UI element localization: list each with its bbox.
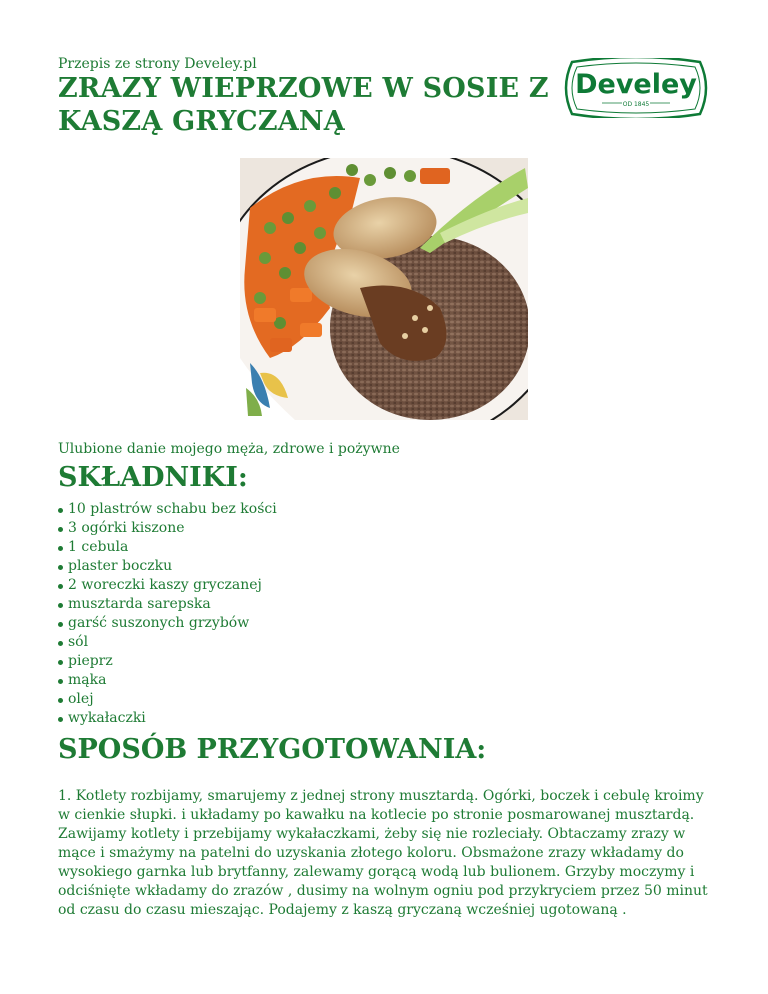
ingredients-heading: SKŁADNIKI: (58, 462, 248, 493)
logo-wordmark: Develey (575, 69, 697, 100)
bullet (58, 584, 63, 589)
bullet (58, 508, 63, 513)
ingredient-item: pieprz (58, 652, 277, 671)
bullet (58, 660, 63, 665)
ingredient-item: 1 cebula (58, 538, 277, 557)
bullet (58, 565, 63, 570)
preparation-text: 1. Kotlety rozbijamy, smarujemy z jednej strony musztardą. Ogórki, boczek i cebulę kroimy w cienkie słupki. i układamy po kawałku na kotlecie po stronie posmarowanej musztardą. Zawijamy kotlety i przebijamy wykałaczkami, żeby się nie rozleciały. Obtaczamy zrazy w mące i smażymy na patelni do uzyskania złotego koloru. Obsmażone zrazy wkładamy do wysokiego garnka lub brytfanny, zalewamy gorącą wodą lub bulionem. Grzyby moczymy i odciśnięte wkładamy do zrazów , dusimy na wolnym ogniu pod przykryciem przez 50 minut od czasu do czasu mieszając. Podajemy z kaszą gryczaną wcześniej ugotowaną . (58, 788, 708, 918)
ingredient-item: sól (58, 633, 277, 652)
ingredient-item: 10 plastrów schabu bez kości (58, 500, 277, 519)
develey-logo (562, 58, 710, 118)
ingredient-item: mąka (58, 671, 277, 690)
ingredients-list (58, 500, 277, 728)
bullet (58, 527, 63, 532)
dish-photo (240, 158, 528, 420)
bullet (58, 698, 63, 703)
recipe-intro: Ulubione danie mojego męża, zdrowe i pożywne (58, 441, 400, 457)
logo-since: OD 1845 (622, 101, 650, 108)
bullet (58, 603, 63, 608)
bullet (58, 679, 63, 684)
ingredient-item: olej (58, 690, 277, 709)
ingredient-item: wykałaczki (58, 709, 277, 728)
source-note: Przepis ze strony Develey.pl (58, 56, 257, 72)
preparation-heading: SPOSÓB PRZYGOTOWANIA: (58, 734, 487, 765)
ingredient-item: 3 ogórki kiszone (58, 519, 277, 538)
ingredient-item: musztarda sarepska (58, 595, 277, 614)
bullet (58, 717, 63, 722)
ingredient-item: garść suszonych grzybów (58, 614, 277, 633)
page-title: ZRAZY WIEPRZOWE W SOSIE Z KASZĄ GRYCZANĄ (58, 73, 549, 137)
bullet (58, 622, 63, 627)
bullet (58, 546, 63, 551)
bullet (58, 641, 63, 646)
ingredient-item: plaster boczku (58, 557, 277, 576)
ingredient-item: 2 woreczki kaszy gryczanej (58, 576, 277, 595)
